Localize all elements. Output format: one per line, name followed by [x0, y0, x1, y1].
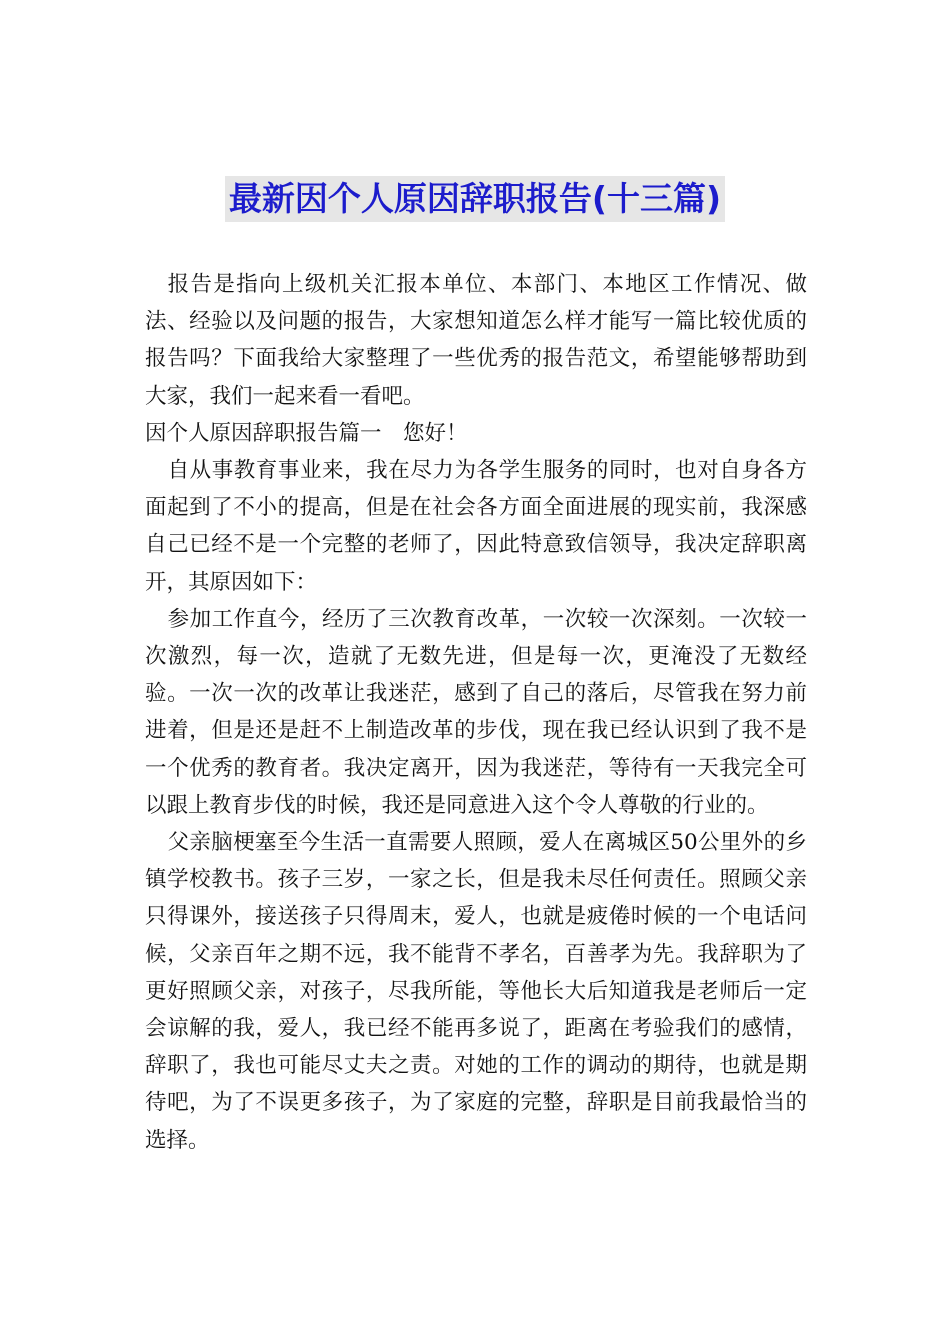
intro-paragraph: 报告是指向上级机关汇报本单位、本部门、本地区工作情况、做法、经验以及问题的报告，大家想知道怎么样才能写一篇比较优质的报告吗？下面我给大家整理了一些优秀的报告范文，希望能够帮助到大家，我们一起来看一看吧。	[145, 272, 807, 409]
body-paragraph-1: 自从事教育事业来，我在尽力为各学生服务的同时，也对自身各方面起到了不小的提高，但是在社会各方面全面进展的现实前，我深感自己已经不是一个完整的老师了，因此特意致信领导，我决定辞职离开，其原因如下：	[145, 458, 807, 595]
body-paragraph-3: 父亲脑梗塞至今生活一直需要人照顾，爱人在离城区50公里外的乡镇学校教书。孩子三岁，一家之长，但是我未尽任何责任。照顾父亲只得课外，接送孩子只得周末，爱人，也就是疲倦时候的一个电话问候，父亲百年之期不远，我不能背不孝名，百善孝为先。我辞职为了更好照顾父亲，对孩子，尽我所能，等他长大后知道我是老师后一定会谅解的我，爱人，我已经不能再多说了，距离在考验我们的感情，辞职了，我也可能尽丈夫之责。对她的工作的调动的期待，也就是期待吧，为了不误更多孩子，为了家庭的完整，辞职是目前我最恰当的选择。	[145, 830, 807, 1153]
document-title: 最新因个人原因辞职报告(十三篇)	[225, 176, 725, 222]
body-paragraph-2: 参加工作直今，经历了三次教育改革，一次较一次深刻。一次较一次激烈，每一次，造就了无数先进，但是每一次，更淹没了无数经验。一次一次的改革让我迷茫，感到了自己的落后，尽管我在努力前进着，但是还是赶不上制造改革的步伐，现在我已经认识到了我不是一个优秀的教育者。我决定离开，因为我迷茫，等待有一天我完全可以跟上教育步伐的时候，我还是同意进入这个令人尊敬的行业的。	[145, 606, 807, 818]
document-body	[145, 266, 807, 1159]
section-heading: 因个人原因辞职报告篇一 您好！	[145, 420, 468, 446]
title-container	[0, 176, 950, 222]
